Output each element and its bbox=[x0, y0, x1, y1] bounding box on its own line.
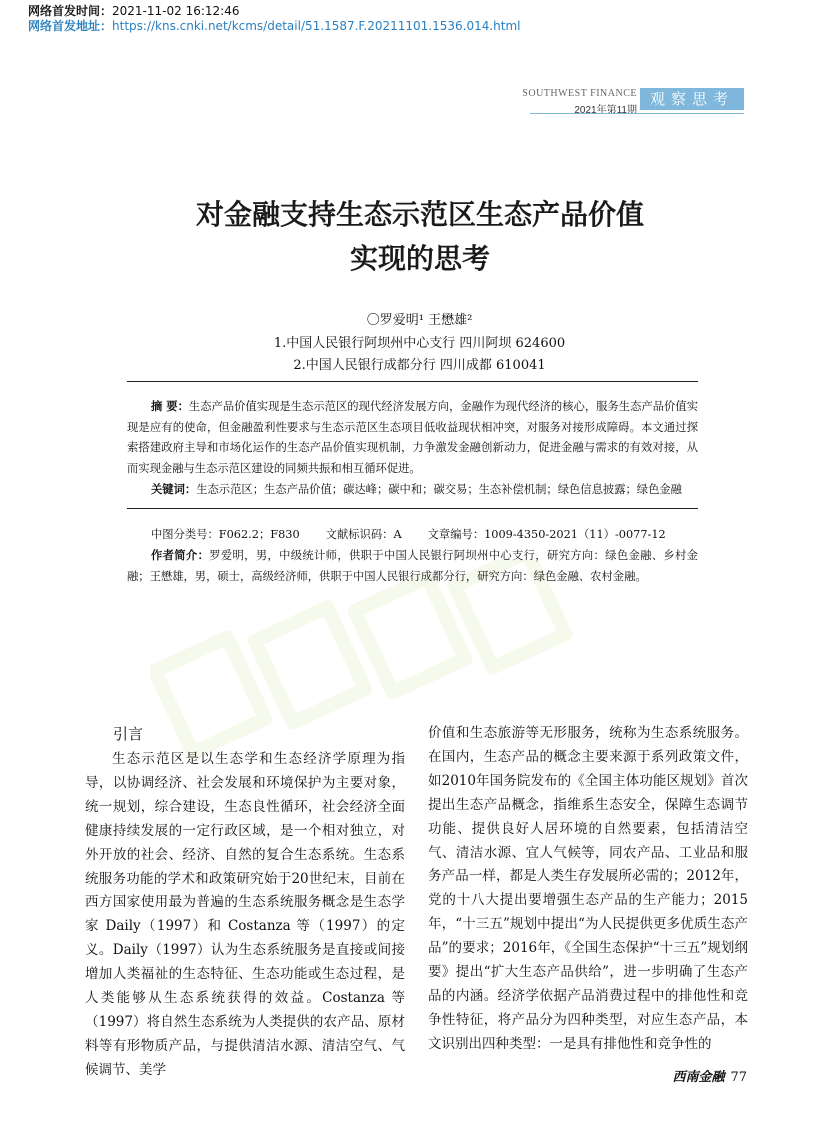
document-code: 文献标识码：A bbox=[325, 528, 402, 541]
page-number: 77 bbox=[730, 1070, 747, 1085]
affiliation-2: 2.中国人民银行成都分行 四川成都 610041 bbox=[293, 358, 546, 373]
right-paragraph: 价值和生态旅游等无形服务，统称为生态系统服务。在国内，生态产品的概念主要来源于系列政策文件，如2010年国务院发布的《全国主体功能区规划》首次提出生态产品概念，指维系生态安全，保障生态调节功能、提供良好人居环境的自然要素，包括清洁空气、清洁水源、宜人气候等，同农产品、工业品和服务产品一样，都是人类生存发展所必需的；2012年，党的十八大提出要增强生态产品的生产能力；2015年，“十三五”规划中提出“为人民提供更多优质生态产品”的要求；2016年，《全国生态保护“十三五”规划纲要》提出“扩大生态产品供给”，进一步明确了生态产品的内涵。经济学依据产品消费过程中的排他性和竞争性特征，将产品分为四种类型，对应生态产品，本文识别出四种类型：一是具有排他性和竞争性的 bbox=[428, 725, 748, 1052]
keywords-label: 关键词： bbox=[151, 483, 197, 496]
classification-line bbox=[127, 524, 698, 545]
publish-url-label: 网络首发地址： bbox=[28, 19, 113, 33]
publish-time-value: 2021-11-02 16:12:46 bbox=[112, 4, 240, 18]
body-right-column bbox=[428, 722, 748, 1057]
keywords-text: 生态示范区；生态产品价值；碳达峰；碳中和；碳交易；生态补偿机制；绿色信息披露；绿色金融 bbox=[196, 483, 682, 496]
header-divider bbox=[530, 113, 744, 114]
abstract-text: 生态产品价值实现是生态示范区的现代经济发展方向，金融作为现代经济的核心，服务生态产品价值实现是应有的使命，但金融盈利性要求与生态示范区生态项目低收益现状相冲突，对服务对接形成障碍。本文通过探索搭建政府主导和市场化运作的生态产品价值实现机制，力争激发金融创新动力，促进金融与需求的有效对接，从而实现金融与生态示范区建设的同频共振和相互循环促进。 bbox=[127, 400, 698, 475]
section-heading: 引言 bbox=[113, 725, 144, 743]
abstract bbox=[127, 397, 698, 479]
keywords bbox=[127, 480, 698, 501]
publish-time-label: 网络首发时间： bbox=[28, 4, 113, 18]
title-line-1: 对金融支持生态示范区生态产品价值 bbox=[195, 198, 644, 231]
journal-name: SOUTHWEST FINANCE bbox=[522, 88, 637, 99]
left-paragraph: 生态示范区是以生态学和生态经济学原理为指导，以协调经济、社会发展和环境保护为主要对象，统一规划，综合建设，生态良性循环，社会经济全面健康持续发展的一定行政区域，是一个相对独立，对外开放的社会、经济、自然的复合生态系统。生态系统服务功能的学术和政策研究始于20世纪末，目前在西方国家使用最为普遍的生态系统服务概念是生态学家 Daily（1997）和 Costanza 等（1997）的定义。Daily（1997）认为生态系统服务是直接或间接增加人类福祉的生态特征、生态功能或生态过程，是人类能够从生态系统获得的效益。Costanza 等（1997）将自然生态系统为人类提供的农产品、原材料等有形物质产品，与提供清洁水源、清洁空气、气候调节、美学 bbox=[85, 751, 405, 1078]
author-intro bbox=[127, 545, 698, 587]
abstract-label: 摘 要： bbox=[151, 400, 189, 413]
journal-issue: 2021年第11期 bbox=[574, 105, 637, 116]
title-line-2: 实现的思考 bbox=[349, 242, 490, 275]
abstract-top-rule bbox=[127, 381, 698, 382]
author-intro-text: 罗爱明，男，中级统计师，供职于中国人民银行阿坝州中心支行，研究方向：绿色金融、乡村金融；王懋雄，男，硕士，高级经济师，供职于中国人民银行成都分行，研究方向：绿色金融、农村金融。 bbox=[127, 549, 698, 583]
article-title bbox=[60, 193, 780, 281]
journal-logo: 西南金融 bbox=[672, 1070, 725, 1085]
page-footer bbox=[672, 1066, 747, 1085]
abstract-bottom-rule bbox=[127, 508, 698, 509]
column-badge: 观察思考 bbox=[640, 88, 744, 110]
author-line: 〇罗爱明¹ 王懋雄² bbox=[366, 313, 473, 328]
affiliation-1: 1.中国人民银行阿坝州中心支行 四川阿坝 624600 bbox=[273, 336, 566, 351]
author-intro-label: 作者简介： bbox=[151, 549, 210, 562]
publish-time bbox=[28, 3, 239, 19]
clc-number: 中图分类号：F062.2；F830 bbox=[151, 528, 300, 541]
article-number: 文章编号：1009-4350-2021（11）-0077-12 bbox=[427, 528, 666, 541]
publish-url-link[interactable]: https://kns.cnki.net/kcms/detail/51.1587.F.20211101.1536.014.html bbox=[112, 19, 521, 33]
body-left-column bbox=[85, 722, 405, 1083]
publish-url bbox=[28, 18, 521, 34]
